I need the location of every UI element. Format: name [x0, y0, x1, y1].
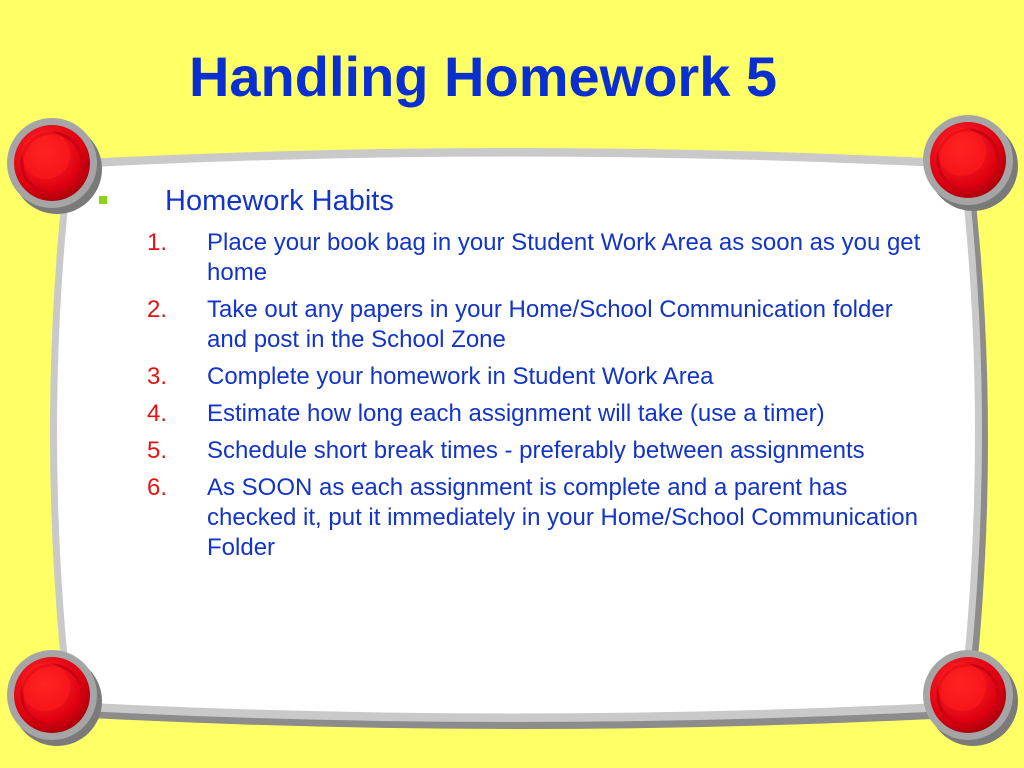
step-text: Schedule short break times - preferably between assignments	[207, 437, 865, 464]
step-text: Place your book bag in your Student Work Area as soon as you get home	[207, 229, 921, 286]
step-item	[95, 399, 935, 429]
square-bullet-icon	[99, 196, 107, 204]
steps-list	[95, 228, 935, 563]
step-number: 3.	[147, 363, 168, 390]
step-number: 2.	[147, 296, 168, 323]
step-item	[95, 473, 935, 563]
bullet-heading: Homework Habits	[165, 185, 394, 217]
step-number: 5.	[147, 437, 168, 464]
slide-title: Handling Homework 5	[188, 45, 778, 108]
knob-bottom-right	[923, 650, 1018, 746]
bullet-item	[95, 182, 935, 222]
step-text: Take out any papers in your Home/School Communication folder and post in the School Zone	[207, 296, 893, 353]
step-number: 4.	[147, 400, 168, 427]
knob-top-left	[7, 118, 102, 214]
step-item	[95, 362, 935, 392]
slide-content	[95, 182, 935, 570]
step-item	[95, 436, 935, 466]
step-text: As SOON as each assignment is complete and a parent has checked it, put it immediately in your Home/School Communication Folder	[207, 474, 918, 561]
step-text: Estimate how long each assignment will take (use a timer)	[207, 400, 825, 427]
step-number: 6.	[147, 474, 168, 501]
step-item	[95, 228, 935, 288]
step-item	[95, 295, 935, 355]
step-text: Complete your homework in Student Work Area	[207, 363, 714, 390]
step-number: 1.	[147, 229, 168, 256]
